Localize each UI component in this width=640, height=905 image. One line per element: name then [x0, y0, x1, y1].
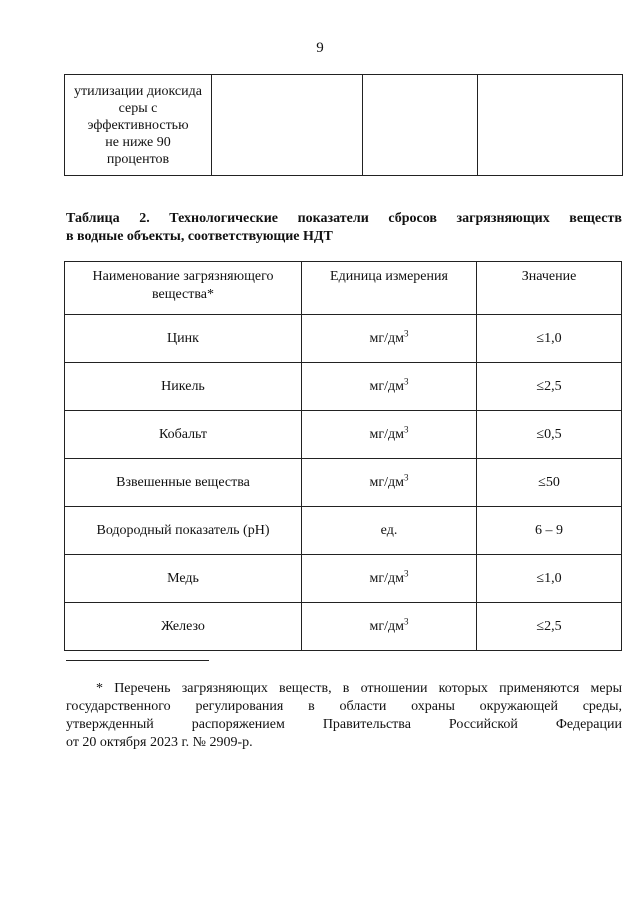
footnote-separator: [66, 660, 209, 661]
footnote: [66, 680, 622, 752]
header-substance-line1: Наименование загрязняющего: [92, 269, 274, 284]
continued-table: [64, 74, 623, 176]
continued-line: эффективностью: [87, 118, 189, 133]
continued-cell-empty: [212, 75, 363, 176]
caption-line-1: [66, 210, 622, 228]
substance-cell: Цинк: [65, 315, 302, 363]
caption-word: 2.: [139, 211, 150, 226]
substance-cell: Медь: [65, 555, 302, 603]
substance-cell: Кобальт: [65, 411, 302, 459]
header-value: Значение: [477, 262, 622, 315]
footnote-line: государственного регулирования в области охраны окружающей среды,: [66, 699, 622, 714]
footnote-line: утвержденный распоряжением Правительства Российской Федерации: [66, 717, 622, 732]
substance-cell: Водородный показатель (pH): [65, 507, 302, 555]
caption-word: сбросов: [388, 211, 437, 226]
table-row: [65, 459, 622, 507]
table-row: [65, 315, 622, 363]
value-cell: ≤1,0: [477, 555, 622, 603]
header-substance-line2: вещества*: [151, 287, 215, 302]
header-unit: Единица измерения: [302, 262, 477, 315]
table-row: [65, 555, 622, 603]
continued-line: не ниже 90: [105, 135, 171, 150]
value-cell: ≤2,5: [477, 363, 622, 411]
caption-line-2: в водные объекты, соответствующие НДТ: [66, 229, 333, 244]
table-row: [65, 603, 622, 651]
continued-line: серы с: [118, 101, 158, 116]
value-cell: ≤1,0: [477, 315, 622, 363]
caption-word: показатели: [297, 211, 369, 226]
unit-cell: $мг/дм^3$: [302, 363, 477, 411]
unit-cell: $мг/дм^3$: [302, 411, 477, 459]
table-row: [65, 507, 622, 555]
table-caption: [66, 210, 622, 246]
page-number: 9: [316, 40, 324, 56]
unit-cell: $мг/дм^3$: [302, 603, 477, 651]
substance-cell: Никель: [65, 363, 302, 411]
continued-cell-empty: [363, 75, 478, 176]
value-cell: 6 – 9: [477, 507, 622, 555]
caption-word: Технологические: [169, 211, 279, 226]
footnote-line: от 20 октября 2023 г. № 2909-р.: [66, 735, 253, 750]
substance-cell: Взвешенные вещества: [65, 459, 302, 507]
caption-word: загрязняющих: [456, 211, 550, 226]
value-cell: ≤0,5: [477, 411, 622, 459]
discharge-indicators-table: [64, 261, 622, 651]
substance-cell: Железо: [65, 603, 302, 651]
continued-cell-empty: [478, 75, 623, 176]
continued-cell-text: [65, 75, 212, 176]
table-header-row: [65, 262, 622, 315]
table-row: [65, 411, 622, 459]
table-row: [65, 363, 622, 411]
value-cell: ≤2,5: [477, 603, 622, 651]
value-cell: ≤50: [477, 459, 622, 507]
caption-word: Таблица: [66, 211, 120, 226]
footnote-line: * Перечень загрязняющих веществ, в отношении которых применяются меры: [96, 681, 622, 696]
unit-cell: $мг/дм^3$: [302, 459, 477, 507]
unit-cell: $мг/дм^3$: [302, 555, 477, 603]
unit-cell: ед.: [302, 507, 477, 555]
continued-line: процентов: [106, 152, 170, 167]
caption-word: веществ: [569, 211, 622, 226]
continued-line: утилизации диоксида: [74, 84, 202, 99]
unit-cell: $мг/дм^3$: [302, 315, 477, 363]
header-substance: [65, 262, 302, 315]
